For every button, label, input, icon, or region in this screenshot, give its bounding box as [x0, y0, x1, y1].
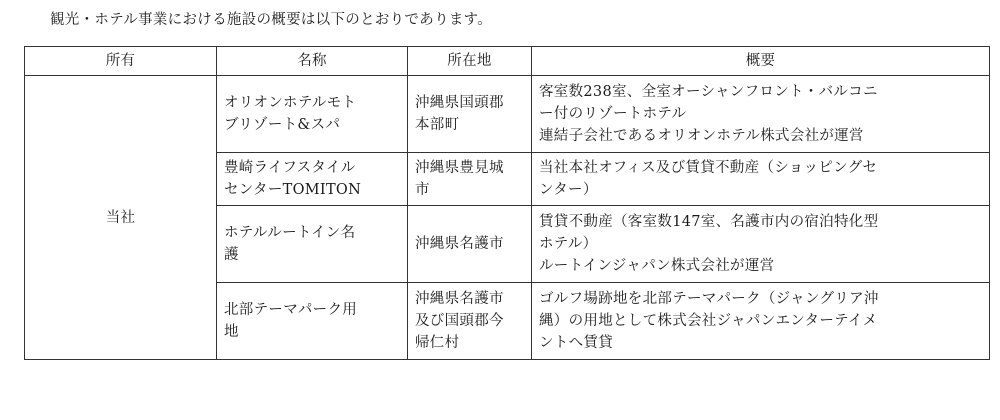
overview-line: 賃貸不動産（客室数147室、名護市内の宿泊特化型 — [539, 214, 879, 230]
overview-cell — [532, 283, 990, 360]
overview-line: ゴルフ場跡地を北部テーマパーク（ジャングリア沖 — [539, 291, 879, 307]
location-cell — [408, 153, 532, 206]
overview-line: 客室数238室、全室オーシャンフロント・バルコニ — [539, 84, 878, 100]
overview-line: ンター） — [539, 182, 598, 198]
overview-line: ントへ賃貸 — [539, 335, 613, 351]
overview-cell — [532, 206, 990, 283]
owner-cell: 当社 — [25, 76, 217, 360]
overview-line: 当社本社オフィス及び賃貸不動産（ショッピングセ — [539, 160, 878, 176]
location-cell — [408, 206, 532, 283]
location-cell — [408, 76, 532, 153]
facility-name-cell — [217, 206, 408, 283]
table-header-row — [25, 47, 990, 76]
facility-name-cell — [217, 76, 408, 153]
facility-name-cell — [217, 153, 408, 206]
overview-line: 縄）の用地として株式会社ジャパンエンターテイメ — [539, 313, 878, 329]
header-overview: 概要 — [532, 47, 990, 76]
facility-name-line: 豊崎ライフスタイル — [224, 160, 356, 176]
intro-text: 観光・ホテル事業における施設の概要は以下のとおりであります。 — [50, 12, 493, 28]
overview-line: ホテル） — [539, 236, 598, 252]
location-line: 沖縄県名護市 — [415, 291, 504, 307]
location-line: 沖縄県国頭郡 — [415, 95, 504, 111]
header-name: 名称 — [217, 47, 408, 76]
facility-name-line: 北部テーマパーク用 — [224, 302, 358, 318]
facility-table — [24, 46, 990, 360]
facility-name-line: センターTOMITON — [224, 182, 362, 198]
overview-line: 連結子会社であるオリオンホテル株式会社が運営 — [539, 128, 864, 144]
facility-name-line: 護 — [224, 247, 239, 263]
overview-cell — [532, 153, 990, 206]
overview-line: ー付のリゾートホテル — [539, 106, 687, 122]
facility-name-line: 地 — [224, 324, 239, 340]
overview-cell — [532, 76, 990, 153]
location-line: 沖縄県豊見城 — [415, 160, 504, 176]
header-location: 所在地 — [408, 47, 532, 76]
facility-name-cell — [217, 283, 408, 360]
location-line: 沖縄県名護市 — [415, 236, 504, 252]
location-cell — [408, 283, 532, 360]
overview-line: ルートインジャパン株式会社が運営 — [539, 258, 775, 274]
location-line: 帰仁村 — [415, 335, 460, 351]
facility-name-line: ホテルルートイン名 — [224, 225, 356, 241]
location-line: 市 — [415, 182, 430, 198]
location-line: 及び国頭郡今 — [415, 313, 504, 329]
facility-name-line: オリオンホテルモト — [224, 95, 357, 111]
header-owner: 所有 — [25, 47, 217, 76]
location-line: 本部町 — [415, 117, 460, 133]
table-row — [25, 76, 990, 153]
facility-name-line: ブリゾート&スパ — [224, 117, 341, 133]
